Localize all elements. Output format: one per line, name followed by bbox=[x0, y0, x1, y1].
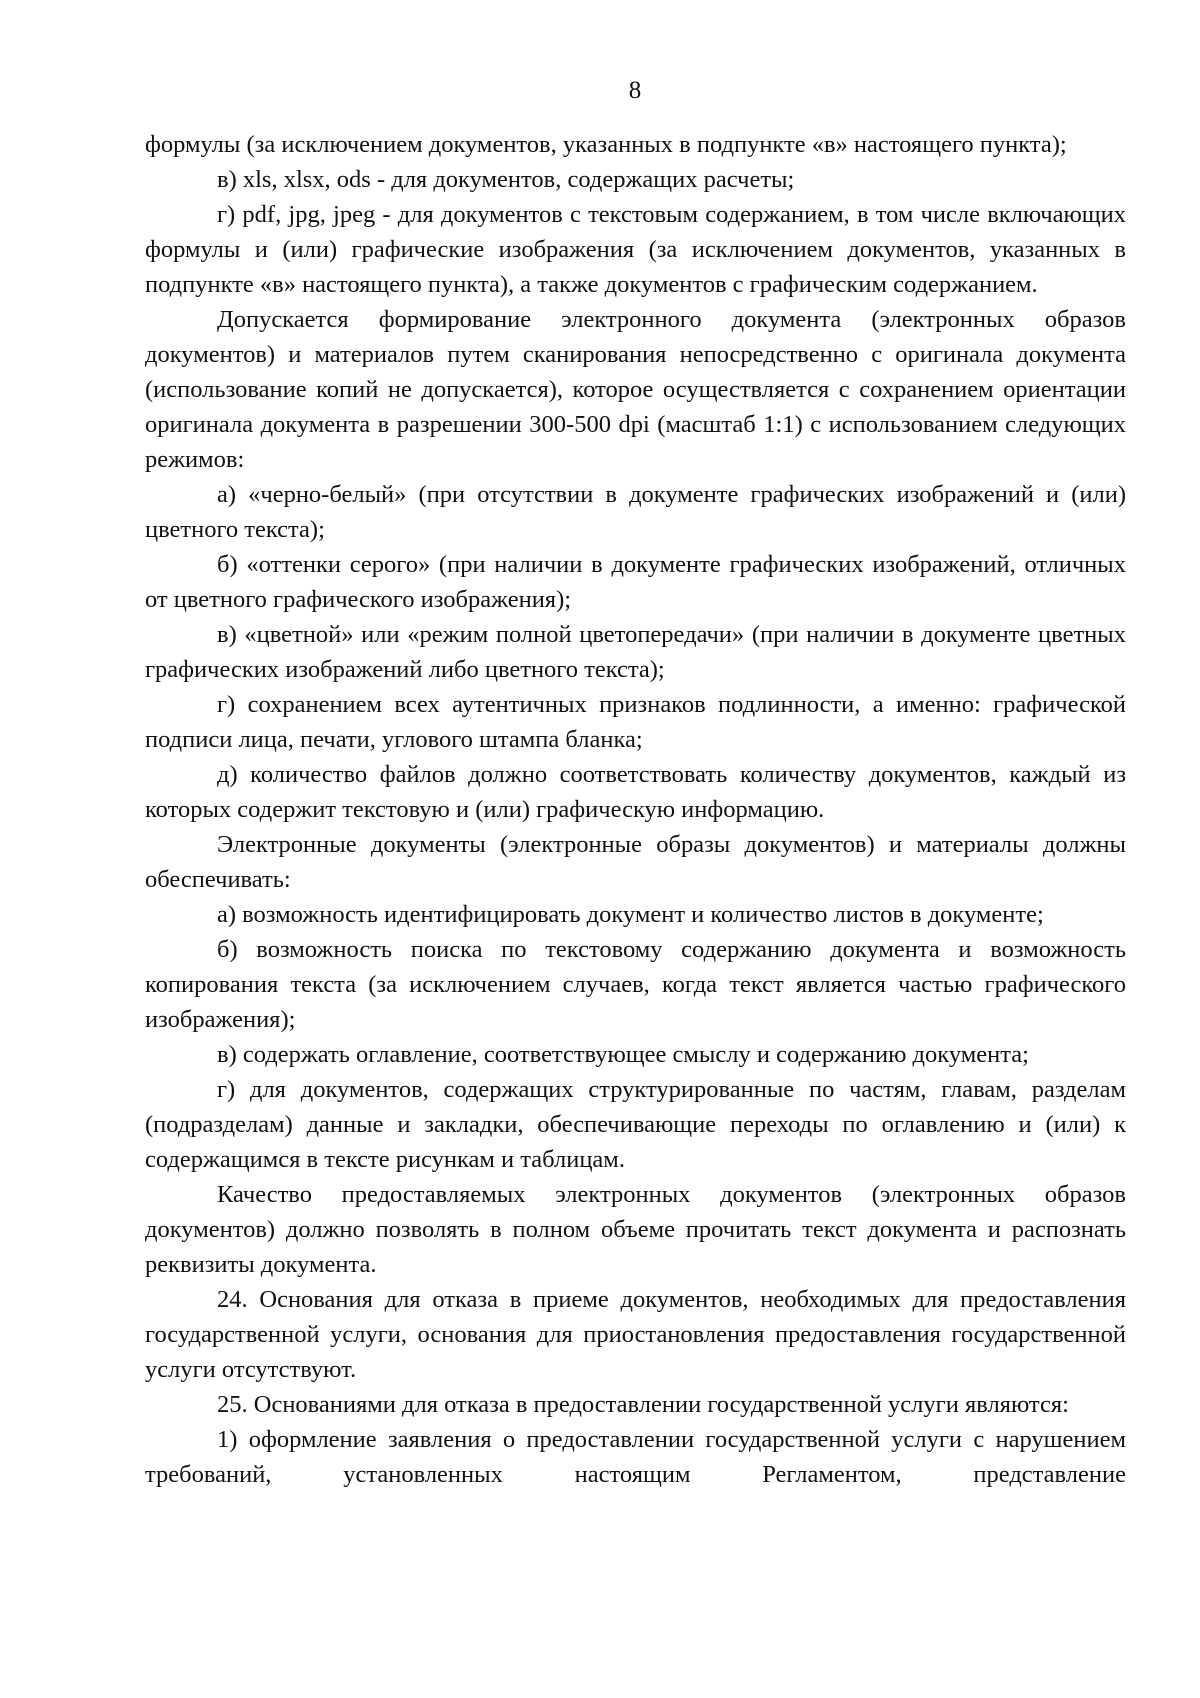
paragraph-mode-g: г) сохранением всех аутентичных признаков подлинности, а именно: графической подписи лица, печати, углового штампа бланка; bbox=[145, 691, 1126, 753]
paragraph-item-24: 24. Основания для отказа в приеме документов, необходимых для предоставления государственной услуги, основания для приостановления предоставления государственной услуги отсутствуют. bbox=[145, 1286, 1126, 1383]
paragraph-electronic-docs: Электронные документы (электронные образы документов) и материалы должны обеспечивать: bbox=[145, 831, 1126, 893]
paragraph-req-a: а) возможность идентифицировать документ и количество листов в документе; bbox=[217, 901, 1044, 928]
paragraph-item-25: 25. Основаниями для отказа в предоставлении государственной услуги являются: bbox=[217, 1391, 1069, 1418]
paragraph-req-g: г) для документов, содержащих структурированные по частям, главам, разделам (подразделам) данные и закладки, обеспечивающие переходы по оглавлению и (или) к содержащимся в тексте рисункам и таблицам. bbox=[145, 1076, 1126, 1173]
paragraph-quality: Качество предоставляемых электронных документов (электронных образов документов) должно позволять в полном объеме прочитать текст документа и распознать реквизиты документа. bbox=[145, 1181, 1126, 1278]
paragraph-formulas-continuation: формулы (за исключением документов, указанных в подпункте «в» настоящего пункта); bbox=[145, 131, 1067, 158]
paragraph-req-b: б) возможность поиска по текстовому содержанию документа и возможность копирования текста (за исключением случаев, когда текст является частью графического изображения); bbox=[145, 936, 1126, 1033]
paragraph-v-xls: в) xls, xlsx, ods - для документов, содержащих расчеты; bbox=[217, 166, 795, 193]
paragraph-mode-a: а) «черно-белый» (при отсутствии в документе графических изображений и (или) цветного текста); bbox=[145, 481, 1126, 543]
paragraph-scanning: Допускается формирование электронного документа (электронных образов документов) и материалов путем сканирования непосредственно с оригинала документа (использование копий не допускается), которое осуществляется с сохранением ориентации оригинала документа в разрешении 300-500 dpi (масштаб 1:1) с использованием следующих режимов: bbox=[145, 306, 1126, 473]
paragraph-g-pdf: г) pdf, jpg, jpeg - для документов с текстовым содержанием, в том числе включающих формулы и (или) графические изображения (за исключением документов, указанных в подпункте «в» настоящего пункта), а также документов с графическим содержанием. bbox=[145, 201, 1126, 298]
paragraph-req-v: в) содержать оглавление, соответствующее смыслу и содержанию документа; bbox=[217, 1041, 1029, 1068]
paragraph-mode-d: д) количество файлов должно соответствовать количеству документов, каждый из которых содержит текстовую и (или) графическую информацию. bbox=[145, 761, 1126, 823]
paragraph-mode-v: в) «цветной» или «режим полной цветопередачи» (при наличии в документе цветных графических изображений либо цветного текста); bbox=[145, 621, 1126, 683]
paragraph-mode-b: б) «оттенки серого» (при наличии в документе графических изображений, отличных от цветного графического изображения); bbox=[145, 551, 1126, 613]
page-number: 8 bbox=[628, 77, 642, 104]
document-body bbox=[145, 127, 1126, 1492]
paragraph-item-25-1: 1) оформление заявления о предоставлении государственной услуги с нарушением требований, установленных настоящим Регламентом, представление bbox=[145, 1426, 1126, 1488]
